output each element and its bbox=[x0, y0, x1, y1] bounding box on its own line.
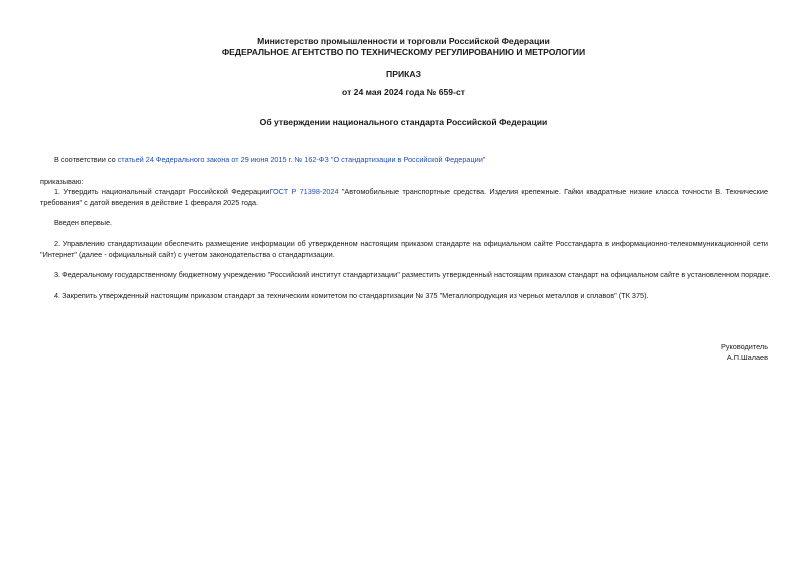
signature-role: Руководитель bbox=[720, 342, 768, 351]
order-subject: Об утверждении национального стандарта Российской Федерации bbox=[259, 117, 548, 127]
ministry-name: Министерство промышленности и торговли Российской Федерации bbox=[257, 36, 550, 46]
agency-name: ФЕДЕРАЛЬНОЕ АГЕНТСТВО ПО ТЕХНИЧЕСКОМУ РЕГУЛИРОВАНИЮ И МЕТРОЛОГИИ bbox=[221, 47, 586, 57]
item-1-suffix: "Автомобильные транспортные средства. Изделия крепежные. Гайки квадратные низкие класса точности В. Технические требования" с датой введения в действие 1 февраля 2025 года. bbox=[40, 187, 769, 207]
item-2-paragraph: 2. Управлению стандартизации обеспечить размещение информации об утвержденном настоящим приказом стандарте на официальном сайте Росстандарта в информационно-телекоммуникационной сети "Интернет" (далее - официальный сайт) с учетом законодательства о стандартизации. bbox=[40, 239, 768, 259]
law-link[interactable]: статьей 24 Федерального закона от 29 июня 2015 г. № 162-ФЗ "О стандартизации в Российской Федерации" bbox=[117, 155, 486, 164]
item-1-prefix: 1. Утвердить национальный стандарт Российской Федерации bbox=[54, 187, 270, 196]
order-word: приказываю: bbox=[40, 177, 84, 186]
signature-name: А.П.Шалаев bbox=[726, 353, 768, 362]
intro-paragraph bbox=[54, 155, 774, 166]
order-date: от 24 мая 2024 года № 659-ст bbox=[342, 87, 465, 97]
item-1-paragraph bbox=[40, 187, 768, 208]
item-3-paragraph: 3. Федеральному государственному бюджетному учреждению "Российский институт стандартизации" разместить утвержденный настоящим приказом стандарт на официальном сайте в установленном порядке. bbox=[54, 270, 771, 279]
order-title: ПРИКАЗ bbox=[386, 69, 421, 79]
first-intro-note: Введен впервые. bbox=[54, 218, 113, 227]
item-4-paragraph: 4. Закрепить утвержденный настоящим приказом стандарт за техническим комитетом по стандартизации № 375 "Металлопродукция из черных металлов и сплавов" (ТК 375). bbox=[54, 291, 649, 300]
gost-link[interactable]: ГОСТ Р 71398-2024 bbox=[269, 187, 339, 196]
intro-prefix: В соответствии со bbox=[54, 155, 118, 164]
